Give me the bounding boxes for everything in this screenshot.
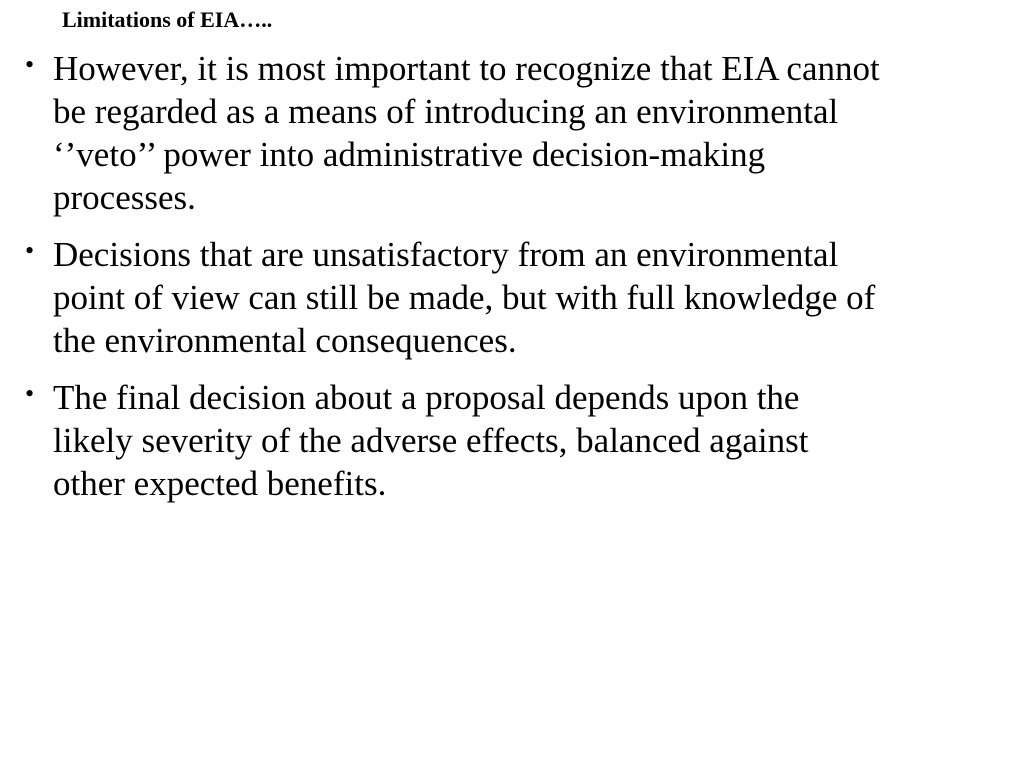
bullet-line: other expected benefits. (53, 464, 387, 503)
bullet-line: the environmental consequences. (53, 321, 517, 360)
bullet-line: point of view can still be made, but with full knowledge of (53, 278, 876, 317)
bullet-line: However, it is most important to recognize that EIA cannot (53, 49, 880, 88)
bullet-line: processes. (53, 178, 196, 217)
bullet-dot-icon: • (25, 236, 35, 265)
slide-title: Limitations of EIA….. (62, 7, 273, 32)
bullet-line: Decisions that are unsatisfactory from an environmental (53, 235, 839, 274)
bullet-dot-icon: • (25, 50, 35, 79)
bullet-item (0, 376, 1010, 505)
bullet-dot-icon: • (25, 379, 35, 408)
bullet-item (0, 47, 1010, 219)
bullet-line: The final decision about a proposal depends upon the (53, 378, 800, 417)
bullet-line: ‘’veto’’ power into administrative decision-making (53, 135, 766, 174)
bullet-list (0, 47, 1010, 519)
bullet-line: be regarded as a means of introducing an environmental (53, 92, 839, 131)
bullet-line: likely severity of the adverse effects, balanced against (53, 421, 809, 460)
bullet-item (0, 233, 1010, 362)
